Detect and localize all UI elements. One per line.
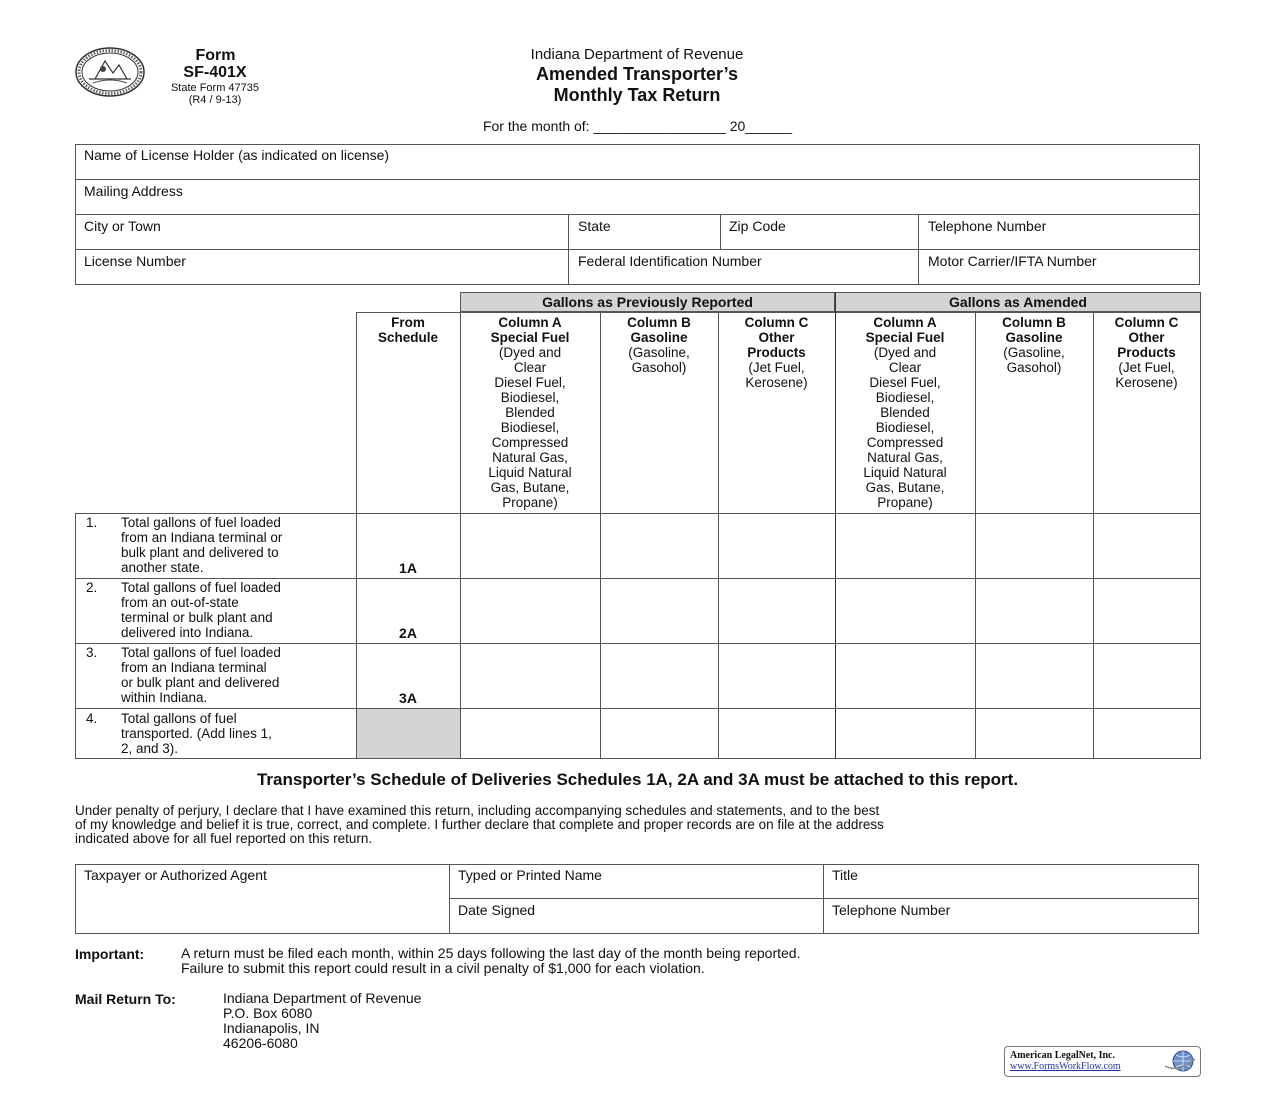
amended-label: Gallons as Amended <box>949 294 1087 310</box>
form-title-line2: Monthly Tax Return <box>553 85 721 105</box>
mail-address: Indiana Department of Revenue P.O. Box 6080 Indianapolis, IN 46206-6080 <box>223 990 422 1051</box>
row4-description: Total gallons of fuel transported. (Add lines 1, 2, and 3). <box>121 711 272 756</box>
row3-number: 3. <box>86 645 98 660</box>
license-holder-name-field[interactable]: Name of License Holder (as indicated on license) <box>84 147 390 163</box>
row1-prev-col-a-input[interactable] <box>461 514 599 577</box>
legalnet-link[interactable]: www.FormsWorkFlow.com <box>1010 1061 1121 1072</box>
row2-description: Total gallons of fuel loaded from an out-of-state terminal or bulk plant and delivered into Indiana. <box>121 580 281 640</box>
row2-prev-col-a-input[interactable] <box>461 579 599 642</box>
month-field[interactable]: For the month of: _________________ 20______ <box>482 118 793 134</box>
taxpayer-signature-field[interactable]: Taxpayer or Authorized Agent <box>84 867 267 883</box>
row4-number: 4. <box>86 711 98 726</box>
federal-id-field[interactable]: Federal Identification Number <box>578 253 762 269</box>
state-field[interactable]: State <box>578 218 611 234</box>
signer-telephone-field[interactable]: Telephone Number <box>832 902 951 918</box>
from-schedule-header: From Schedule <box>377 315 439 345</box>
row4-prev-col-c-input[interactable] <box>719 709 834 757</box>
form-title-line1: Amended Transporter’s <box>535 64 739 84</box>
previously-reported-label: Gallons as Previously Reported <box>542 294 753 310</box>
row4-amended-col-c-input[interactable] <box>1094 709 1199 757</box>
row4-amended-col-b-input[interactable] <box>976 709 1092 757</box>
attach-schedules-notice: Transporter’s Schedule of Deliveries Schedules 1A, 2A and 3A must be attached to this report. <box>256 770 1019 789</box>
amended-column-c-header: Column C Other Products (Jet Fuel, Kerosene) <box>1114 315 1179 390</box>
form-revision: (R4 / 9-13) <box>188 94 242 106</box>
row3-prev-col-b-input[interactable] <box>601 644 717 707</box>
important-text: A return must be filed each month, within 25 days following the last day of the month being reported. Failure to submit this report could result in a civil penalty of $1,000 for each violation. <box>181 945 801 976</box>
row1-schedule: 1A <box>399 560 417 576</box>
row1-prev-col-b-input[interactable] <box>601 514 717 577</box>
row2-schedule: 2A <box>399 625 417 641</box>
row4-prev-col-a-input[interactable] <box>461 709 599 757</box>
prev-column-a-header: Column A Special Fuel (Dyed and Clear Diesel Fuel, Biodiesel, Blended Biodiesel, Compressed Natural Gas, Liquid Natural Gas, Butane, Propane) <box>488 315 572 510</box>
row3-prev-col-c-input[interactable] <box>719 644 834 707</box>
perjury-statement: Under penalty of perjury, I declare that I have examined this return, including accompanying schedules and statements, and to the best of my knowledge and belief it is true, correct, and complete. I further declare that complete and proper records are on file at the address indicated above for all fuel reported on this return. <box>75 803 884 846</box>
motor-carrier-field[interactable]: Motor Carrier/IFTA Number <box>928 253 1097 269</box>
row2-amended-col-a-input[interactable] <box>836 579 974 642</box>
row1-amended-col-c-input[interactable] <box>1094 514 1199 577</box>
row1-amended-col-a-input[interactable] <box>836 514 974 577</box>
prev-column-c-header: Column C Other Products (Jet Fuel, Kerosene) <box>744 315 809 390</box>
row3-amended-col-b-input[interactable] <box>976 644 1092 707</box>
globe-logo-icon <box>1163 1049 1197 1073</box>
row4-prev-col-b-input[interactable] <box>601 709 717 757</box>
title-field[interactable]: Title <box>832 867 858 883</box>
amended-column-a-header: Column A Special Fuel (Dyed and Clear Diesel Fuel, Biodiesel, Blended Biodiesel, Compressed Natural Gas, Liquid Natural Gas, Butane, Propane) <box>863 315 947 510</box>
row1-description: Total gallons of fuel loaded from an Indiana terminal or bulk plant and delivered to another state. <box>121 515 283 575</box>
license-number-field[interactable]: License Number <box>84 253 186 269</box>
state-seal-icon <box>75 47 145 97</box>
row1-prev-col-c-input[interactable] <box>719 514 834 577</box>
telephone-field[interactable]: Telephone Number <box>928 218 1047 234</box>
row3-amended-col-a-input[interactable] <box>836 644 974 707</box>
prev-column-b-header: Column B Gasoline (Gasoline, Gasohol) <box>627 315 691 375</box>
row2-prev-col-b-input[interactable] <box>601 579 717 642</box>
mail-return-label: Mail Return To: <box>75 991 176 1007</box>
form-label: Form <box>195 47 236 64</box>
row2-prev-col-c-input[interactable] <box>719 579 834 642</box>
row2-amended-col-c-input[interactable] <box>1094 579 1199 642</box>
row4-amended-col-a-input[interactable] <box>836 709 974 757</box>
row1-number: 1. <box>86 515 98 530</box>
amended-column-b-header: Column B Gasoline (Gasoline, Gasohol) <box>1002 315 1066 375</box>
important-label: Important: <box>75 946 145 962</box>
row3-amended-col-c-input[interactable] <box>1094 644 1199 707</box>
mailing-address-field[interactable]: Mailing Address <box>84 183 183 199</box>
row3-prev-col-a-input[interactable] <box>461 644 599 707</box>
row3-description: Total gallons of fuel loaded from an Indiana terminal or bulk plant and delivered within Indiana. <box>121 645 281 705</box>
zip-code-field[interactable]: Zip Code <box>729 218 786 234</box>
row2-number: 2. <box>86 580 98 595</box>
line4-schedule-shaded <box>357 709 460 758</box>
form-number: SF-401X <box>183 64 247 81</box>
city-field[interactable]: City or Town <box>84 218 161 234</box>
row1-amended-col-b-input[interactable] <box>976 514 1092 577</box>
row2-amended-col-b-input[interactable] <box>976 579 1092 642</box>
date-signed-field[interactable]: Date Signed <box>458 902 536 918</box>
legalnet-company: American LegalNet, Inc. <box>1010 1050 1115 1061</box>
state-form-number: State Form 47735 <box>170 82 260 94</box>
department-name: Indiana Department of Revenue <box>530 46 744 63</box>
printed-name-field[interactable]: Typed or Printed Name <box>458 867 602 883</box>
row3-schedule: 3A <box>399 690 417 706</box>
